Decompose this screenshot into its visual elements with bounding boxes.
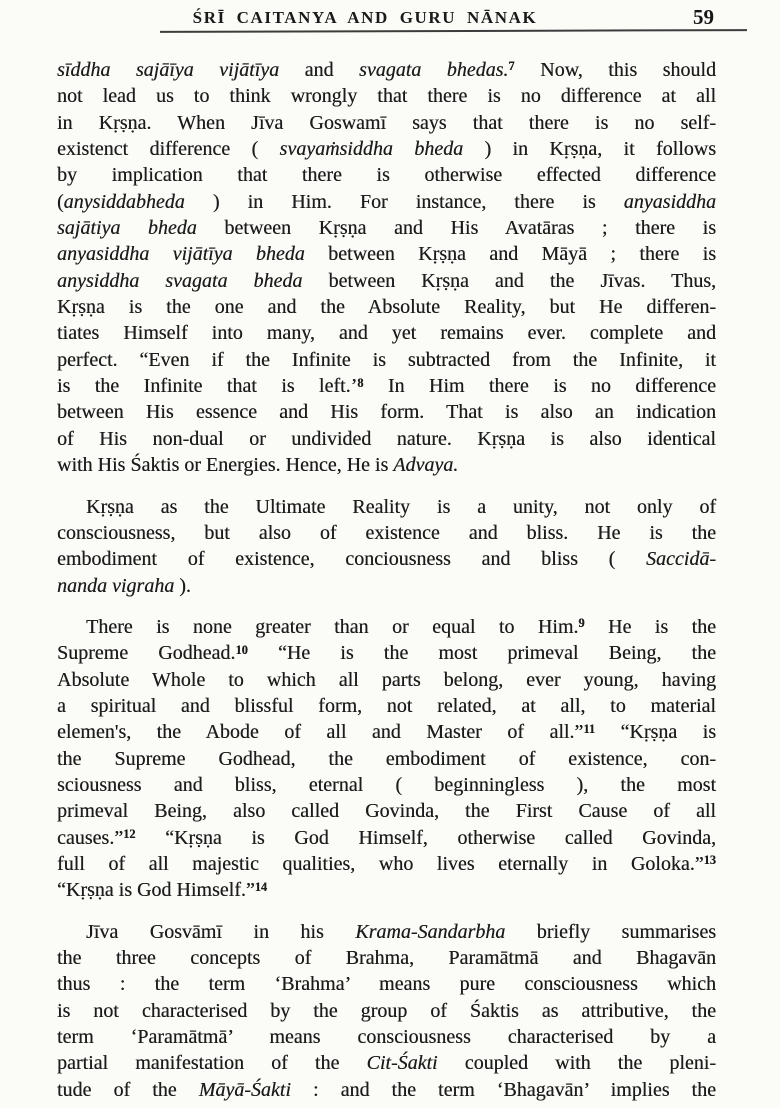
paragraph: [57, 919, 716, 1103]
text-line: causes.”$^{12}$ “Kṛṣṇa is God Himself, otherwise called Govinda,: [57, 826, 716, 849]
footnote-ref: 8: [357, 375, 364, 390]
text-line: perfect. “Even if the Infinite is subtracted from the Infinite, it: [57, 348, 716, 371]
text-line: the Supreme Godhead, the embodiment of existence, con-: [57, 747, 716, 770]
text-line: a spiritual and blissful form, not related, at all, to material: [57, 694, 716, 717]
text-line: sajātiya bheda between Kṛṣṇa and His Avatāras ; there is: [57, 217, 716, 240]
text-line: is not characterised by the group of Śaktis as attributive, the: [57, 999, 716, 1022]
text-line: Kṛṣṇa as the Ultimate Reality is a unity, not only of: [86, 495, 716, 518]
text-line: Kṛṣṇa is the one and the Absolute Reality, but He differen-: [57, 296, 716, 319]
text-line: the three concepts of Brahma, Paramātmā and Bhagavān: [57, 947, 716, 969]
paragraph: [57, 614, 716, 904]
text-line: by implication that there is otherwise effected difference: [57, 164, 716, 187]
running-header-title: ŚRĪ CAITANYA AND GURU NĀNAK: [192, 8, 538, 27]
text-line: “Kṛṣṇa is God Himself.”$^{14}$: [57, 879, 268, 902]
text-line: is the Infinite that is left.’$^8$ In Him there is no difference: [57, 375, 716, 398]
text-line: in Kṛṣṇa. When Jīva Goswamī says that there is no self-: [57, 111, 716, 134]
text-line: sciousness and bliss, eternal ( beginningless ), the most: [57, 773, 716, 796]
page-number: 59: [693, 5, 714, 29]
header-rule: [160, 29, 747, 32]
text-line: existenct difference ( svayaṁsiddha bheda ) in Kṛṣṇa, it follows: [57, 138, 717, 161]
text-line: There is none greater than or equal to Him.$^9$ He is the: [86, 615, 717, 638]
text-line: between His essence and His form. That is also an indication: [57, 401, 716, 424]
text-line: with His Śaktis or Energies. Hence, He is Advaya.: [57, 454, 459, 477]
text-line: nanda vigraha ).: [57, 574, 191, 597]
text-line: full of all majestic qualities, who lives eternally in Goloka.”$^{13}$: [57, 852, 716, 875]
text-line: anysiddha svagata bheda between Kṛṣṇa and the Jīvas. Thus,: [57, 269, 717, 292]
text-line: elemen's, the Abode of all and Master of all.”$^{11}$ “Kṛṣṇa is: [57, 721, 716, 744]
footnote-ref: 9: [578, 616, 585, 631]
footnote-ref: 12: [123, 827, 136, 842]
page-body: [57, 57, 716, 1103]
text-line: sīddha sajāīya vijātīya and svagata bhedas.$^7$ Now, this should: [57, 59, 716, 81]
text-line: Absolute Whole to which all parts belong, ever young, having: [57, 668, 716, 691]
paragraph: [57, 494, 716, 599]
footnote-ref: 13: [703, 853, 716, 868]
text-line: embodiment of existence, conciousness and bliss ( Saccidā-: [57, 548, 716, 571]
text-line: tiates Himself into many, and yet remains ever. complete and: [57, 322, 716, 345]
text-line: anyasiddha vijātīya bheda between Kṛṣṇa and Māyā ; there is: [57, 243, 716, 266]
text-line: consciousness, but also of existence and bliss. He is the: [57, 521, 716, 544]
paragraph: [57, 57, 716, 479]
footnote-ref: 10: [235, 642, 248, 657]
text-line: not lead us to think wrongly that there is no difference at all: [57, 85, 716, 108]
footnote-ref: 7: [508, 59, 515, 74]
footnote-ref: 14: [254, 879, 268, 894]
text-line: Jīva Gosvāmī in his Krama-Sandarbha briefly summarises: [86, 920, 716, 943]
footnote-ref: 11: [583, 721, 596, 736]
text-line: of His non-dual or undivided nature. Kṛṣṇa is also identical: [57, 427, 716, 450]
text-line: (anysiddabheda ) in Him. For instance, there is anyasiddha: [57, 190, 716, 213]
text-line: Supreme Godhead.$^{10}$ “He is the most primeval Being, the: [57, 642, 716, 665]
text-line: thus : the term ‘Brahma’ means pure consciousness which: [57, 973, 716, 996]
text-line: primeval Being, also called Govinda, the First Cause of all: [57, 800, 716, 823]
text-line: tude of the Māyā-Śakti : and the term ‘Bhagavān’ implies the: [57, 1078, 716, 1101]
text-line: term ‘Paramātmā’ means consciousness characterised by a: [57, 1026, 716, 1049]
text-line: partial manifestation of the Cit-Śakti coupled with the pleni-: [57, 1052, 716, 1075]
